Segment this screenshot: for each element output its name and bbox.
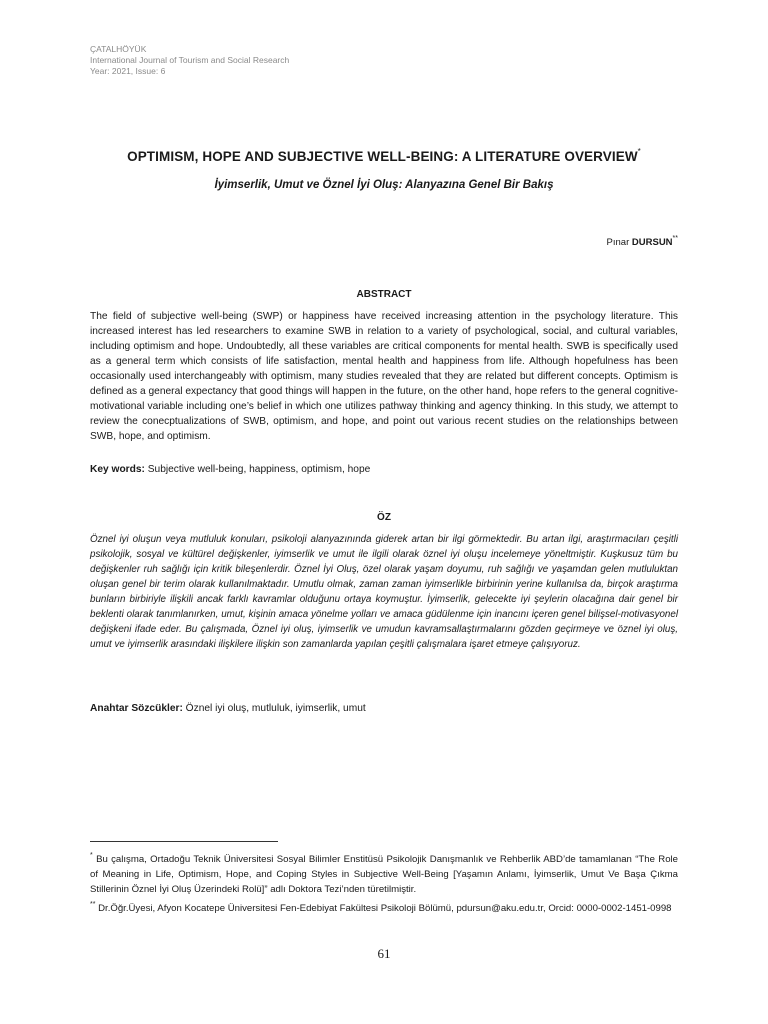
footnote-divider (90, 841, 278, 842)
footnote-2-marker: ** (90, 901, 96, 908)
footnote-1-text: Bu çalışma, Ortadoğu Teknik Üniversitesi Sosyal Bilimler Enstitüsü Psikolojik Danışmanlık ve Rehberlik ABD’de tamamlanan “The Role of Meaning in Life, Optimism, Hope, and Coping Styles in Subjective Well-Being [Yaşamın Anlamı, İyimserlik, Umut Ve Başa Çıkma Stillerinin Öznel İyi Oluş Üzerindeki Rolü]” adlı Doktora Tezi’nden türetilmiştir. (90, 854, 678, 895)
paper-title (90, 147, 678, 164)
journal-subtitle: International Journal of Tourism and Social Research (90, 55, 290, 65)
keywords-value: Subjective well-being, happiness, optimism, hope (144, 464, 371, 475)
journal-issue: Year: 2021, Issue: 6 (90, 66, 166, 76)
author-line (607, 235, 678, 248)
paper-title-turkish: İyimserlik, Umut ve Öznel İyi Oluş: Alanyazına Genel Bir Bakış (214, 179, 554, 191)
author-first-name: Pınar (606, 237, 630, 248)
anahtar-sozcukler-line (90, 703, 366, 714)
footnote-2-text: Dr.Öğr.Üyesi, Afyon Kocatepe Üniversitesi Fen-Edebiyat Fakültesi Psikoloji Bölümü, pdursun@aku.edu.tr, Orcid: 0000-0002-1451-0998 (95, 903, 672, 914)
journal-header (90, 44, 289, 77)
journal-name: ÇATALHÖYÜK (90, 44, 147, 54)
anahtar-sozcukler-label: Anahtar Sözcükler: (90, 703, 183, 714)
abstract-text: The field of subjective well-being (SWP) or happiness have received increasing attention in the psychology literature. This increased interest has led researchers to examine SWB in relation to a variety of psychological, social, and cultural variables, including optimism and hope. Undoubtedly, all these variables are critical components for mental health. SWB is specifically used as a general term which consists of life satisfaction, mental health and happiness from life. Although hopefulness has been occasionally used interchangeably with optimism, many studies revealed that they are related but different concepts. Optimism is defined as a general expectancy that good things will happen in the future, on the other hand, hope refers to the general cognitive-motivational variable including one’s belief in which one utilizes pathway thinking and agency thinking. In this study, we attempt to review the conecptualizations of SWB, optimism, and hope, and point out various recent studies on the relationships between SWB, hope, and optimism. (90, 311, 678, 442)
oz-heading: ÖZ (377, 512, 391, 523)
title-footnote-marker: * (637, 147, 641, 156)
footnote-1 (90, 848, 678, 897)
oz-text: Öznel iyi oluşun veya mutluluk konuları, psikoloji alanyazınında giderek artan bir ilgi görmektedir. Bu artan ilgi, araştırmacıları çeşitli psikolojik, sosyal ve kültürel değişkenler, iyimserlik ve umut ile ilgili olarak öznel iyi oluşu incelemeye yöneltmiştir. Kuşkusuz tüm bu değişkenler ruh sağlığı için kritik bileşenlerdir. Öznel İyi Oluş, özel olarak yaşam doyumu, ruh sağlığı ve yaşamdan gelen mutluluktan oluşan genel bir terim olarak kullanılmaktadır. Umutlu olmak, zaman zaman iyimserlikle birbirinin yerine kullanılsa da, birçok araştırma bunların birbiriyle ilişkili ancak farklı kavramlar olduğunu ortaya koymuştur. İyimserlik, gelecekte iyi şeylerin olacağına dair genel bir beklenti olarak tanımlanırken, umut, kişinin amaca yönelme yolları ve amaca güdülenme için inancını içeren genel bilişsel-motivasyonel değişkeni ifade eder. Bu çalışmada, Öznel iyi oluş, iyimserlik ve umudun kavramsallaştırmalarını gözden geçirmeye ve öznel iyi oluş, umut ve iyimserlik arasındaki ilişkilere ilişkin son zamanlarda yapılan çeşitli çalışmalara işaret etmeye çalışıyoruz. (90, 534, 678, 650)
paper-title-text: OPTIMISM, HOPE AND SUBJECTIVE WELL-BEING: A LITERATURE OVERVIEW (127, 149, 638, 164)
anahtar-sozcukler-value: Öznel iyi oluş, mutluluk, iyimserlik, umut (182, 703, 366, 714)
page-number: 61 (377, 946, 391, 961)
footnote-2 (90, 897, 678, 916)
keywords-label: Key words: (90, 464, 145, 475)
paper-page (90, 0, 678, 1024)
keywords-line (90, 464, 370, 475)
author-last-name: DURSUN (631, 237, 673, 248)
footnotes (90, 848, 678, 916)
footnote-1-marker: * (90, 852, 93, 859)
author-footnote-marker: ** (672, 235, 678, 242)
abstract-heading: ABSTRACT (356, 289, 412, 300)
